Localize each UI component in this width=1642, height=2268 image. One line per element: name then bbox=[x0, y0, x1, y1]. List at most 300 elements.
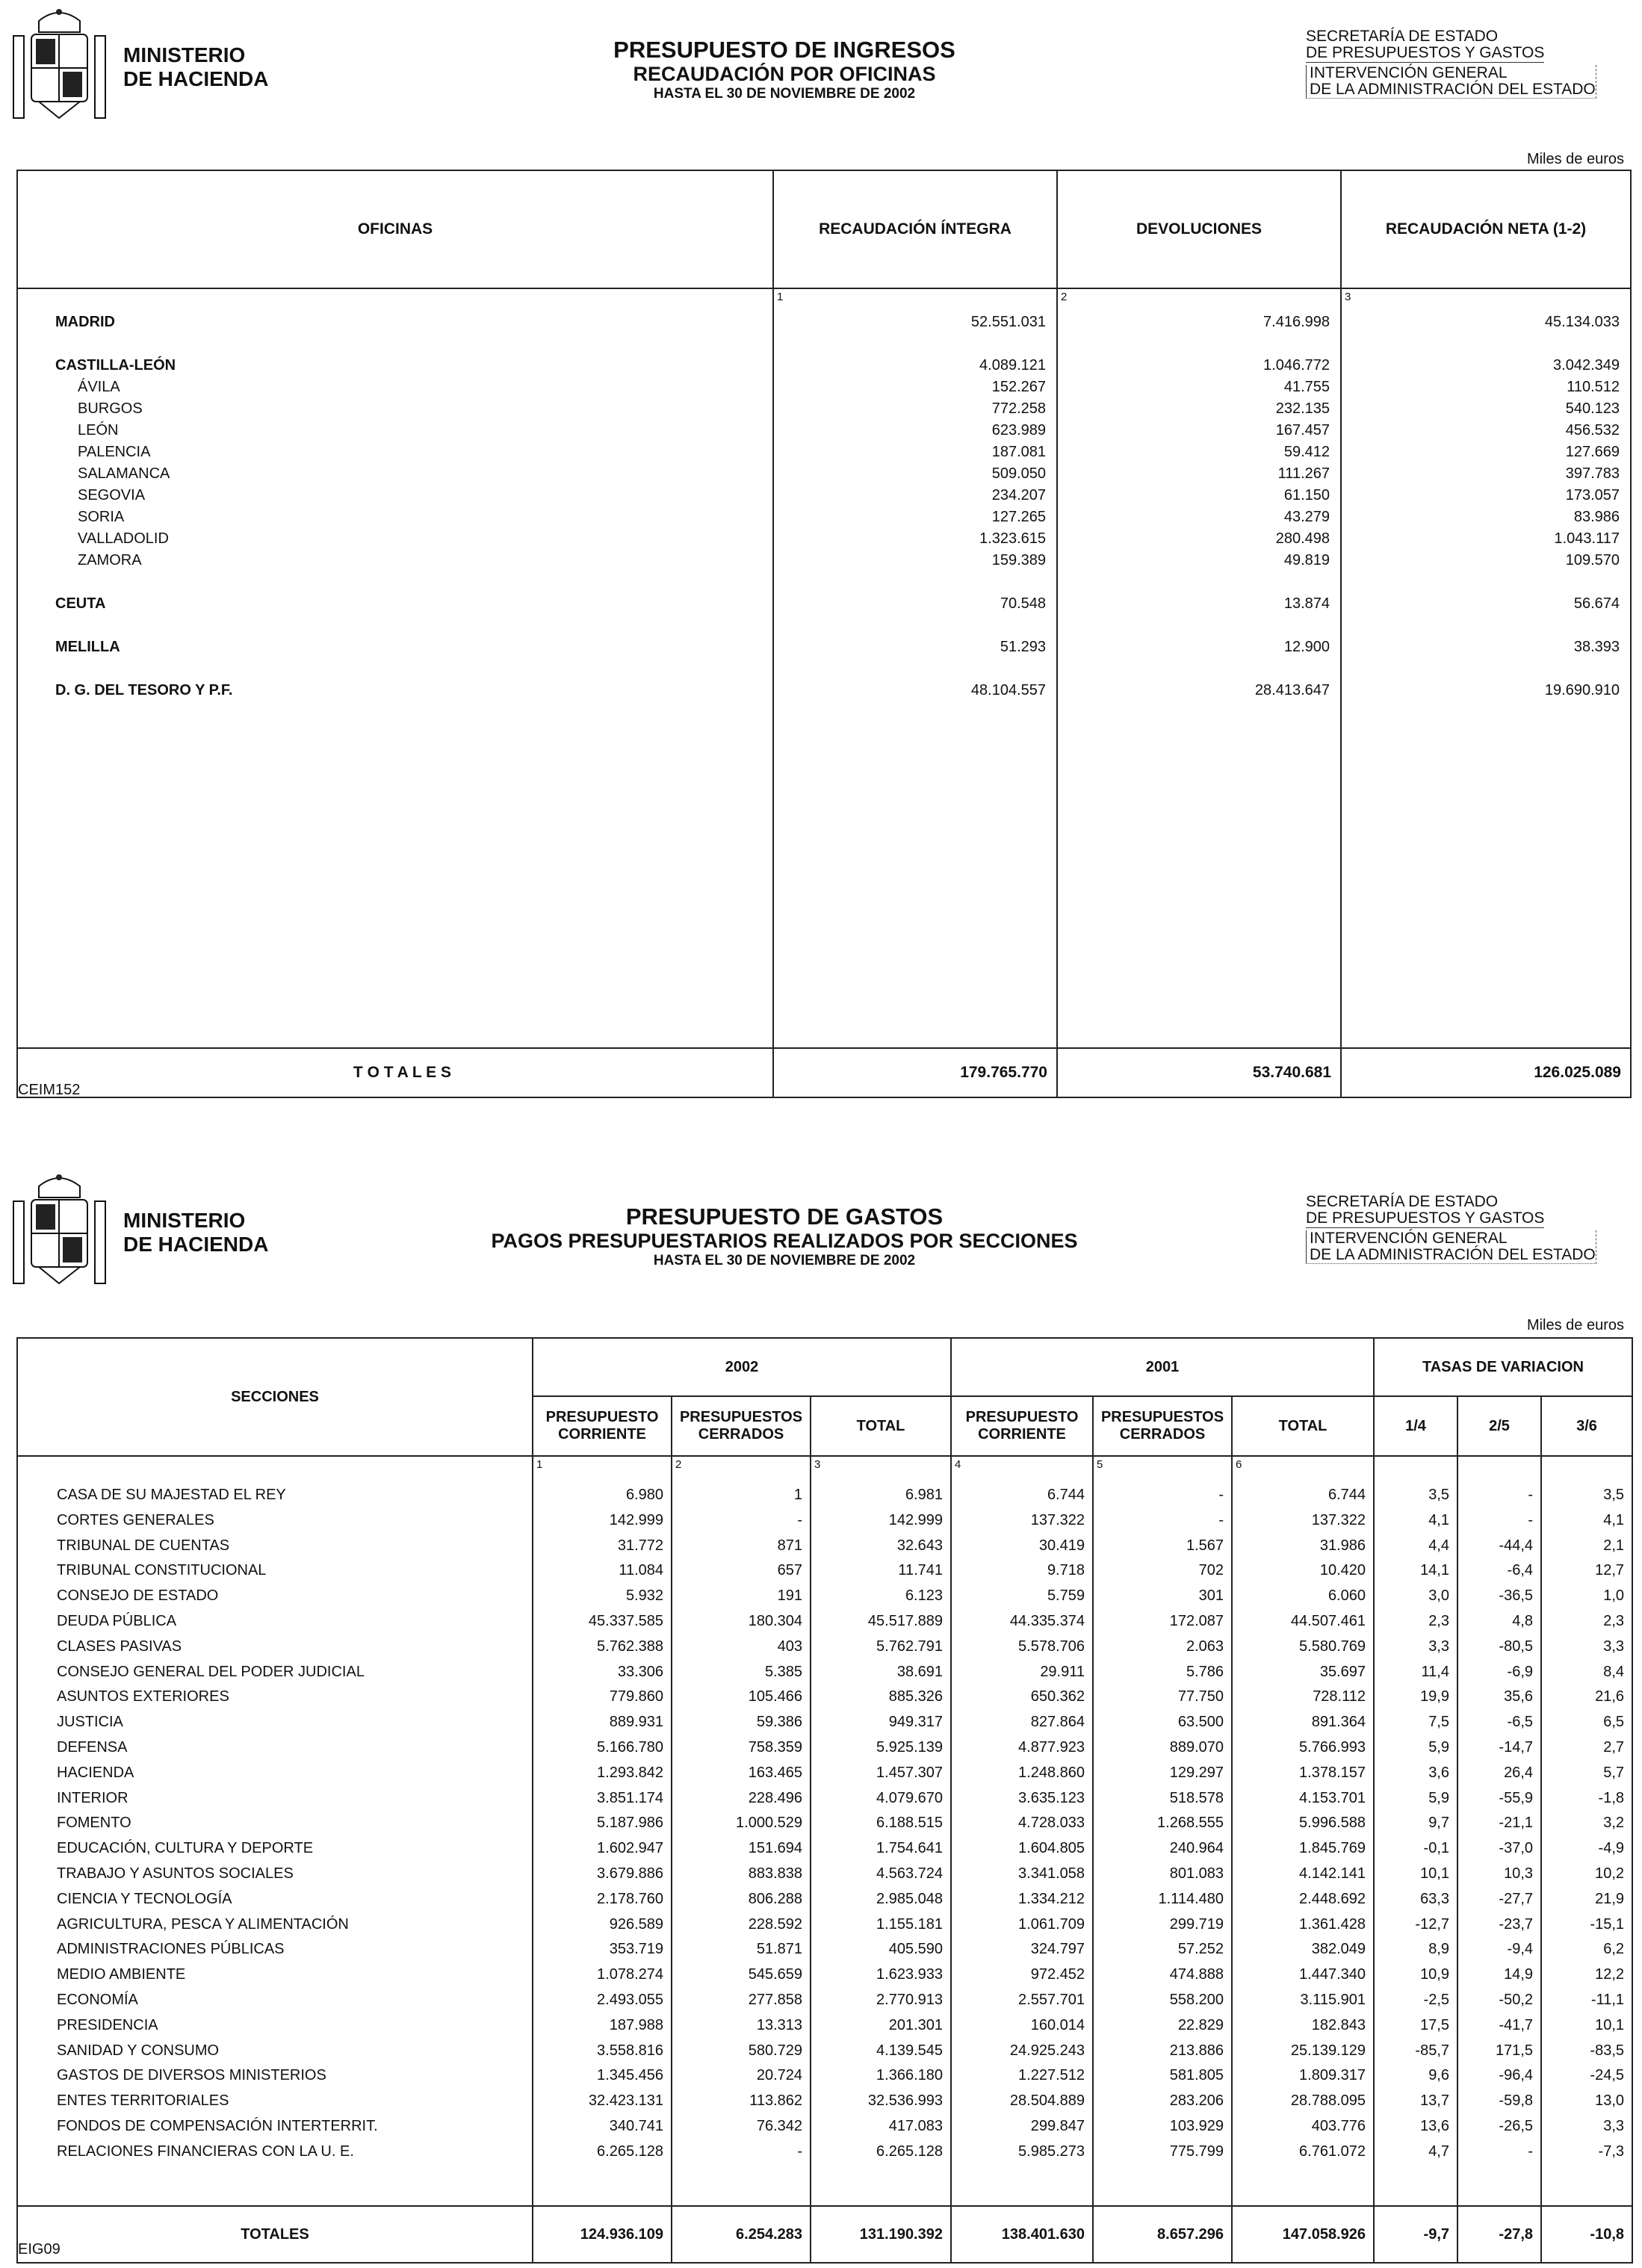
col-header-cerrados-2002: PRESUPUESTOS CERRADOS bbox=[672, 1396, 811, 1456]
seccion-value: 5.985.273 bbox=[1018, 2142, 1085, 2160]
seccion-value: 76.342 bbox=[756, 2117, 802, 2134]
units-label: Miles de euros bbox=[1526, 1317, 1624, 1333]
seccion-value: 1.457.307 bbox=[876, 1764, 943, 1781]
value-column bbox=[952, 1483, 1092, 2165]
seccion-value: -7,3 bbox=[1598, 2142, 1625, 2160]
col-header-cerrados-2001: PRESUPUESTOS CERRADOS bbox=[1093, 1396, 1232, 1456]
seccion-value: 4.877.923 bbox=[1018, 1738, 1085, 1756]
col-header-secciones: SECCIONES bbox=[17, 1338, 533, 1456]
seccion-value: 277.858 bbox=[748, 1991, 802, 2008]
oficina-value-neta: 19.690.910 bbox=[1544, 682, 1620, 698]
oficina-value-integra: 234.207 bbox=[991, 487, 1046, 504]
seccion-value: 1.078.274 bbox=[597, 1966, 663, 1983]
seccion-value: 151.694 bbox=[748, 1840, 802, 1857]
seccion-value: -27,7 bbox=[1499, 1890, 1533, 1907]
total-value: -27,8 bbox=[1457, 2206, 1541, 2263]
seccion-value: 11.084 bbox=[619, 1562, 663, 1579]
oficina-name: ÁVILA bbox=[78, 379, 120, 395]
seccion-value: -4,9 bbox=[1598, 1840, 1625, 1857]
seccion-value: 5.385 bbox=[764, 1663, 802, 1680]
column-number: 5 bbox=[1097, 1458, 1103, 1471]
totals-row bbox=[17, 2206, 1632, 2263]
seccion-value: -11,1 bbox=[1590, 1991, 1625, 2008]
seccion-value: 6,5 bbox=[1603, 1714, 1625, 1731]
seccion-value: 5.762.791 bbox=[876, 1638, 943, 1655]
oficina-name: D. G. DEL TESORO Y P.F. bbox=[55, 682, 233, 698]
seccion-name: HACIENDA bbox=[57, 1764, 134, 1781]
seccion-value: 63.500 bbox=[1177, 1714, 1224, 1731]
seccion-value: 12,7 bbox=[1595, 1562, 1625, 1579]
seccion-name: CONSEJO DE ESTADO bbox=[57, 1587, 219, 1605]
seccion-value: 580.729 bbox=[748, 2042, 802, 2059]
ingresos-page bbox=[0, 0, 1642, 1121]
seccion-value: -15,1 bbox=[1590, 1915, 1625, 1933]
seccion-value: 11.741 bbox=[898, 1562, 943, 1579]
seccion-value: 9.718 bbox=[1047, 1562, 1085, 1579]
seccion-name: TRABAJO Y ASUNTOS SOCIALES bbox=[57, 1865, 294, 1882]
seccion-value: 2.493.055 bbox=[597, 1991, 663, 2008]
seccion-value: 403 bbox=[777, 1638, 802, 1655]
seccion-name: DEUDA PÚBLICA bbox=[57, 1612, 177, 1629]
seccion-value: 1.754.641 bbox=[876, 1840, 943, 1857]
oficina-value-integra: 1.323.615 bbox=[979, 530, 1046, 547]
seccion-value: 103.929 bbox=[1169, 2117, 1224, 2134]
seccion-value: 17,5 bbox=[1420, 2016, 1449, 2033]
seccion-value: 26,4 bbox=[1504, 1764, 1533, 1781]
seccion-name: TRIBUNAL CONSTITUCIONAL bbox=[57, 1562, 267, 1579]
seccion-value: - bbox=[1218, 1487, 1224, 1503]
seccion-value: 1.567 bbox=[1186, 1537, 1224, 1554]
seccion-value: 5.166.780 bbox=[597, 1738, 663, 1756]
seccion-value: 6.060 bbox=[1327, 1587, 1366, 1605]
oficina-value-devol: 167.457 bbox=[1275, 422, 1330, 439]
seccion-value: 32.536.993 bbox=[867, 2092, 943, 2110]
seccion-value: 2,3 bbox=[1603, 1612, 1625, 1629]
seccion-name: CASA DE SU MAJESTAD EL REY bbox=[57, 1487, 286, 1503]
oficina-value-integra: 159.389 bbox=[991, 552, 1046, 568]
col-header-tasa-2-5: 2/5 bbox=[1457, 1396, 1541, 1456]
seccion-value: 1.345.456 bbox=[597, 2067, 663, 2084]
seccion-value: -23,7 bbox=[1499, 1915, 1533, 1933]
oficina-value-devol: 59.412 bbox=[1283, 444, 1330, 460]
seccion-value: 2.063 bbox=[1186, 1638, 1224, 1655]
value-column bbox=[533, 1483, 671, 2165]
seccion-value: 3,3 bbox=[1428, 1638, 1449, 1655]
seccion-value: - bbox=[1528, 1511, 1533, 1528]
seccion-value: 2.178.760 bbox=[597, 1890, 663, 1907]
oficina-value-neta: 397.783 bbox=[1565, 465, 1620, 482]
row-spacer bbox=[1058, 615, 1340, 636]
seccion-value: 889.070 bbox=[1169, 1738, 1224, 1756]
col-header-tasa-3-6: 3/6 bbox=[1541, 1396, 1632, 1456]
total-value: -9,7 bbox=[1374, 2206, 1457, 2263]
total-value: -10,8 bbox=[1541, 2206, 1632, 2263]
oficina-value-integra: 48.104.557 bbox=[970, 682, 1046, 698]
seccion-value: -37,0 bbox=[1499, 1840, 1533, 1857]
oficina-value-devol: 1.046.772 bbox=[1263, 357, 1330, 374]
seccion-value: 4.153.701 bbox=[1299, 1789, 1366, 1806]
seccion-value: 28.788.095 bbox=[1290, 2092, 1366, 2110]
oficina-value-integra: 70.548 bbox=[1000, 595, 1046, 612]
seccion-name: CORTES GENERALES bbox=[57, 1511, 214, 1528]
seccion-value: - bbox=[797, 1511, 802, 1528]
seccion-value: 9,7 bbox=[1428, 1815, 1449, 1832]
seccion-name: ECONOMÍA bbox=[57, 1991, 138, 2008]
oficina-name: MADRID bbox=[55, 314, 115, 330]
seccion-value: 2.985.048 bbox=[876, 1890, 943, 1907]
seccion-value: 28.504.889 bbox=[1009, 2092, 1085, 2110]
row-spacer bbox=[774, 615, 1056, 636]
oficina-value-integra: 623.989 bbox=[991, 422, 1046, 439]
oficina-value-integra: 52.551.031 bbox=[970, 314, 1046, 330]
seccion-value: 2,7 bbox=[1603, 1738, 1625, 1756]
oficina-value-neta: 38.393 bbox=[1573, 639, 1620, 655]
seccion-value: 1.845.769 bbox=[1299, 1840, 1366, 1857]
seccion-value: 4.079.670 bbox=[876, 1789, 943, 1806]
seccion-value: 1.604.805 bbox=[1018, 1840, 1085, 1857]
seccion-value: 758.359 bbox=[748, 1738, 802, 1756]
seccion-value: 213.886 bbox=[1169, 2042, 1224, 2059]
seccion-value: 10,1 bbox=[1420, 1865, 1449, 1882]
seccion-value: 6.123 bbox=[905, 1587, 943, 1605]
seccion-value: 9,6 bbox=[1428, 2067, 1449, 2084]
oficina-value-integra: 51.293 bbox=[1000, 639, 1046, 655]
seccion-value: 871 bbox=[777, 1537, 802, 1554]
total-value: 8.657.296 bbox=[1093, 2206, 1232, 2263]
seccion-value: 10,3 bbox=[1504, 1865, 1533, 1882]
seccion-value: 3,6 bbox=[1428, 1764, 1449, 1781]
seccion-value: 35,6 bbox=[1504, 1688, 1533, 1705]
seccion-value: 10.420 bbox=[1319, 1562, 1366, 1579]
seccion-value: 1.061.709 bbox=[1018, 1915, 1085, 1933]
seccion-value: 3.558.816 bbox=[597, 2042, 663, 2059]
oficina-value-devol: 280.498 bbox=[1275, 530, 1330, 547]
seccion-value: 6.265.128 bbox=[597, 2142, 663, 2160]
seccion-value: -44,4 bbox=[1499, 1537, 1533, 1554]
devoluciones-column bbox=[1058, 312, 1340, 701]
seccion-value: 5.766.993 bbox=[1299, 1738, 1366, 1756]
row-spacer bbox=[1342, 571, 1630, 593]
seccion-value: 4.728.033 bbox=[1018, 1815, 1085, 1832]
oficina-value-neta: 173.057 bbox=[1565, 487, 1620, 504]
seccion-value: -2,5 bbox=[1423, 1991, 1449, 2008]
ministry-name: MINISTERIO DE HACIENDA bbox=[123, 1209, 269, 1256]
report-code: CEIM152 bbox=[18, 1082, 81, 1098]
secretaria-block: SECRETARÍA DE ESTADO DE PRESUPUESTOS Y GASTOS INTERVENCIÓN GENERAL DE LA ADMINISTRACIÓN DEL ESTADO bbox=[1306, 1193, 1596, 1263]
column-number: 4 bbox=[955, 1458, 961, 1471]
seccion-value: 5.996.588 bbox=[1299, 1815, 1366, 1832]
seccion-value: 14,1 bbox=[1420, 1562, 1449, 1579]
seccion-name: CLASES PASIVAS bbox=[57, 1638, 182, 1655]
oficina-value-integra: 509.050 bbox=[991, 465, 1046, 482]
oficina-value-neta: 110.512 bbox=[1567, 379, 1620, 395]
seccion-value: 160.014 bbox=[1030, 2016, 1085, 2033]
seccion-value: 3,3 bbox=[1603, 1638, 1625, 1655]
seccion-value: 33.306 bbox=[617, 1663, 663, 1680]
col-header-total-2002: TOTAL bbox=[811, 1396, 951, 1456]
seccion-value: 142.999 bbox=[609, 1511, 663, 1528]
oficina-value-neta: 127.669 bbox=[1565, 444, 1620, 460]
seccion-value: 779.860 bbox=[609, 1688, 663, 1705]
seccion-name: INTERIOR bbox=[57, 1789, 128, 1806]
seccion-value: 949.317 bbox=[888, 1714, 943, 1731]
units-label: Miles de euros bbox=[1526, 151, 1624, 167]
seccion-value: 4,1 bbox=[1428, 1511, 1449, 1528]
col-header-neta: RECAUDACIÓN NETA (1-2) bbox=[1341, 170, 1631, 288]
seccion-value: 31.772 bbox=[617, 1537, 663, 1554]
seccion-value: 1.447.340 bbox=[1299, 1966, 1366, 1983]
seccion-value: 5,7 bbox=[1603, 1764, 1625, 1781]
report-title-sub: PAGOS PRESUPUESTARIOS REALIZADOS POR SECCIONES bbox=[491, 1230, 1078, 1252]
oficina-value-devol: 49.819 bbox=[1283, 552, 1330, 568]
seccion-value: -6,5 bbox=[1507, 1714, 1533, 1731]
seccion-value: 2.448.692 bbox=[1299, 1890, 1366, 1907]
seccion-value: 6.981 bbox=[905, 1487, 943, 1503]
seccion-value: 59.386 bbox=[756, 1714, 802, 1731]
seccion-value: 6.188.515 bbox=[876, 1815, 943, 1832]
seccion-value: 702 bbox=[1198, 1562, 1224, 1579]
seccion-value: 650.362 bbox=[1030, 1688, 1085, 1705]
oficina-name: SALAMANCA bbox=[78, 465, 170, 482]
oficina-name: MELILLA bbox=[55, 639, 120, 655]
seccion-value: 581.805 bbox=[1169, 2067, 1224, 2084]
col-header-corriente-2001: PRESUPUESTO CORRIENTE bbox=[951, 1396, 1093, 1456]
seccion-value: 324.797 bbox=[1030, 1941, 1085, 1958]
totals-row bbox=[17, 1048, 1631, 1097]
seccion-name: FOMENTO bbox=[57, 1815, 131, 1832]
secretaria-block: SECRETARÍA DE ESTADO DE PRESUPUESTOS Y GASTOS INTERVENCIÓN GENERAL DE LA ADMINISTRACIÓN DEL ESTADO bbox=[1306, 28, 1596, 98]
seccion-value: 8,4 bbox=[1603, 1663, 1625, 1680]
seccion-value: -0,1 bbox=[1423, 1840, 1449, 1857]
seccion-name: CONSEJO GENERAL DEL PODER JUDICIAL bbox=[57, 1663, 365, 1680]
report-title-sub: RECAUDACIÓN POR OFICINAS bbox=[633, 63, 936, 85]
seccion-value: 891.364 bbox=[1311, 1714, 1366, 1731]
seccion-value: 1.602.947 bbox=[597, 1840, 663, 1857]
report-date: HASTA EL 30 DE NOVIEMBRE DE 2002 bbox=[653, 86, 916, 102]
seccion-value: -96,4 bbox=[1499, 2067, 1533, 2084]
row-spacer bbox=[774, 333, 1056, 355]
seccion-value: - bbox=[1218, 1511, 1224, 1528]
column-number: 3 bbox=[814, 1458, 821, 1471]
col-header-2001: 2001 bbox=[951, 1338, 1374, 1396]
col-header-tasa-1-4: 1/4 bbox=[1374, 1396, 1457, 1456]
seccion-value: -12,7 bbox=[1415, 1915, 1449, 1933]
value-column bbox=[811, 1483, 950, 2165]
total-neta: 126.025.089 bbox=[1341, 1048, 1631, 1097]
seccion-name: ASUNTOS EXTERIORES bbox=[57, 1688, 229, 1705]
seccion-value: 137.322 bbox=[1030, 1511, 1085, 1528]
seccion-value: 2,1 bbox=[1603, 1537, 1625, 1554]
seccion-name: JUSTICIA bbox=[57, 1714, 123, 1731]
seccion-value: - bbox=[1528, 1487, 1533, 1503]
oficina-value-devol: 43.279 bbox=[1283, 509, 1330, 525]
row-spacer bbox=[1058, 333, 1340, 355]
seccion-value: 44.507.461 bbox=[1290, 1612, 1366, 1629]
integra-column bbox=[774, 312, 1056, 701]
seccion-value: -41,7 bbox=[1499, 2016, 1533, 2033]
seccion-value: 889.931 bbox=[609, 1714, 663, 1731]
seccion-value: 32.423.131 bbox=[588, 2092, 663, 2110]
report-title-main: PRESUPUESTO DE GASTOS bbox=[625, 1203, 944, 1230]
seccion-value: 417.083 bbox=[888, 2117, 943, 2134]
seccion-value: 3,0 bbox=[1428, 1587, 1449, 1605]
seccion-value: 4.139.545 bbox=[876, 2042, 943, 2059]
col-header-tasas: TASAS DE VARIACION bbox=[1374, 1338, 1632, 1396]
seccion-name: ENTES TERRITORIALES bbox=[57, 2092, 229, 2110]
seccion-value: 657 bbox=[777, 1562, 802, 1579]
oficina-value-neta: 109.570 bbox=[1565, 552, 1620, 568]
seccion-value: 827.864 bbox=[1030, 1714, 1085, 1731]
row-spacer bbox=[1058, 571, 1340, 593]
seccion-value: 44.335.374 bbox=[1009, 1612, 1085, 1629]
seccion-name: SANIDAD Y CONSUMO bbox=[57, 2042, 220, 2059]
seccion-value: 30.419 bbox=[1038, 1537, 1085, 1554]
seccion-value: 1.809.317 bbox=[1299, 2067, 1366, 2084]
col-header-devoluciones: DEVOLUCIONES bbox=[1057, 170, 1341, 288]
seccion-value: 801.083 bbox=[1169, 1865, 1224, 1882]
value-column bbox=[1458, 1483, 1540, 2165]
total-devoluciones: 53.740.681 bbox=[1057, 1048, 1341, 1097]
seccion-value: 299.847 bbox=[1030, 2117, 1085, 2134]
oficina-name: BURGOS bbox=[78, 400, 143, 417]
seccion-name: CIENCIA Y TECNOLOGÍA bbox=[57, 1890, 232, 1907]
row-spacer bbox=[1058, 658, 1340, 680]
seccion-value: 806.288 bbox=[748, 1890, 802, 1907]
seccion-value: 1.378.157 bbox=[1299, 1764, 1366, 1781]
seccion-value: 3,3 bbox=[1603, 2117, 1625, 2134]
oficina-value-neta: 56.674 bbox=[1573, 595, 1620, 612]
seccion-value: 25.139.129 bbox=[1290, 2042, 1366, 2059]
gastos-page bbox=[0, 1165, 1642, 2268]
seccion-value: 4.142.141 bbox=[1299, 1865, 1366, 1882]
seccion-value: 182.843 bbox=[1311, 2016, 1366, 2033]
row-spacer bbox=[774, 658, 1056, 680]
seccion-name: AGRICULTURA, PESCA Y ALIMENTACIÓN bbox=[57, 1915, 349, 1933]
ingresos-table: OFICINAS RECAUDACIÓN ÍNTEGRA DEVOLUCIONES RECAUDACIÓN NETA (1-2) MADRID CASTILLA-LEÓN ÁVILA BURGOS LEÓN PALENCIA SALAMANCA SEGOVIA SORIA VALLADOLID ZAMORA CEUTA MELILLA D. G. DEL TESORO Y P.F. 1 52.551.031 4.089.121 152.267 772.258 623.989 187.081 509.050 234.207 127.265 1.323.615 159.389 70.548 51.293 48.104.557 2 7.416.998 1.046.772 41.755 232.135 167.457 59.412 111.267 61.150 43.279 280.498 49.819 13.874 12.900 28.413.647 3 45.134.033 3.042.349 110.512 540.123 456.532 127.669 397.783 173.057 83.986 1.043.117 109.570 56.674 38.393 19.690.910 T O T A L E S 179.765.770 53.740.681 126.025.089 bbox=[16, 170, 1632, 1098]
seccion-value: 883.838 bbox=[748, 1865, 802, 1882]
report-code: EIG09 bbox=[18, 2241, 61, 2258]
seccion-value: -6,9 bbox=[1507, 1663, 1533, 1680]
seccion-value: 1.361.428 bbox=[1299, 1915, 1366, 1933]
gastos-table bbox=[16, 1337, 1633, 2264]
seccion-value: 4,4 bbox=[1428, 1537, 1449, 1554]
seccion-value: 24.925.243 bbox=[1009, 2042, 1085, 2059]
oficina-value-devol: 232.135 bbox=[1275, 400, 1330, 417]
total-value: 124.936.109 bbox=[533, 2206, 672, 2263]
seccion-value: 14,9 bbox=[1504, 1966, 1533, 1983]
seccion-value: 5.578.706 bbox=[1018, 1638, 1085, 1655]
oficina-value-devol: 28.413.647 bbox=[1254, 682, 1330, 698]
seccion-value: 5,9 bbox=[1428, 1789, 1449, 1806]
value-column bbox=[1094, 1483, 1231, 2165]
seccion-value: 201.301 bbox=[888, 2016, 943, 2033]
seccion-value: 5.932 bbox=[625, 1587, 663, 1605]
totals-label: T O T A L E S bbox=[17, 1048, 773, 1097]
column-number: 2 bbox=[675, 1458, 682, 1471]
seccion-value: 32.643 bbox=[896, 1537, 943, 1554]
seccion-value: -6,4 bbox=[1507, 1562, 1533, 1579]
ministry-name: MINISTERIO DE HACIENDA bbox=[123, 43, 269, 90]
col-header-total-2001: TOTAL bbox=[1232, 1396, 1374, 1456]
seccion-value: -24,5 bbox=[1590, 2067, 1625, 2084]
seccion-value: 340.741 bbox=[609, 2117, 663, 2134]
seccion-value: -55,9 bbox=[1499, 1789, 1533, 1806]
report-title bbox=[448, 1204, 1121, 1270]
seccion-value: 4,8 bbox=[1512, 1612, 1533, 1629]
totals-label: TOTALES bbox=[17, 2206, 533, 2263]
seccion-value: - bbox=[1528, 2142, 1533, 2160]
seccion-value: 172.087 bbox=[1169, 1612, 1224, 1629]
seccion-value: 21,6 bbox=[1595, 1688, 1625, 1705]
seccion-value: 137.322 bbox=[1311, 1511, 1366, 1528]
oficina-value-neta: 540.123 bbox=[1565, 400, 1620, 417]
seccion-value: 5.759 bbox=[1047, 1587, 1085, 1605]
neta-column bbox=[1342, 312, 1630, 701]
seccion-value: 142.999 bbox=[888, 1511, 943, 1528]
seccion-value: -9,4 bbox=[1507, 1941, 1533, 1958]
oficina-value-devol: 12.900 bbox=[1283, 639, 1330, 655]
row-spacer bbox=[1342, 333, 1630, 355]
seccion-value: 2.557.701 bbox=[1018, 1991, 1085, 2008]
oficina-value-neta: 83.986 bbox=[1573, 509, 1620, 525]
seccion-value: 19,9 bbox=[1420, 1688, 1449, 1705]
coat-of-arms-icon bbox=[9, 6, 110, 126]
seccion-value: 926.589 bbox=[609, 1915, 663, 1933]
total-integra: 179.765.770 bbox=[773, 1048, 1057, 1097]
column-number: 6 bbox=[1236, 1458, 1242, 1471]
seccion-value: 4.563.724 bbox=[876, 1865, 943, 1882]
seccion-value: 180.304 bbox=[748, 1612, 802, 1629]
total-value: 131.190.392 bbox=[811, 2206, 951, 2263]
seccion-value: 113.862 bbox=[749, 2092, 802, 2110]
seccion-name: GASTOS DE DIVERSOS MINISTERIOS bbox=[57, 2067, 326, 2084]
seccion-value: 171,5 bbox=[1495, 2042, 1533, 2059]
oficina-name: LEÓN bbox=[78, 422, 119, 439]
coat-of-arms-icon bbox=[9, 1171, 110, 1291]
seccion-value: 5.580.769 bbox=[1299, 1638, 1366, 1655]
seccion-value: 3.635.123 bbox=[1018, 1789, 1085, 1806]
col-header-2002: 2002 bbox=[533, 1338, 951, 1396]
seccion-value: 5.187.986 bbox=[597, 1815, 663, 1832]
seccion-value: -80,5 bbox=[1499, 1638, 1533, 1655]
oficina-value-neta: 45.134.033 bbox=[1544, 314, 1620, 330]
oficina-value-neta: 3.042.349 bbox=[1553, 357, 1620, 374]
seccion-name: DEFENSA bbox=[57, 1738, 128, 1756]
oficina-name: CASTILLA-LEÓN bbox=[55, 357, 176, 374]
secciones-column bbox=[18, 1483, 532, 2165]
report-title bbox=[448, 37, 1121, 103]
oficina-name: PALENCIA bbox=[78, 444, 151, 460]
seccion-value: 1 bbox=[793, 1487, 802, 1503]
oficina-value-integra: 772.258 bbox=[991, 400, 1046, 417]
seccion-value: 13,7 bbox=[1420, 2092, 1449, 2110]
row-spacer bbox=[1342, 658, 1630, 680]
row-spacer bbox=[18, 615, 772, 636]
seccion-value: 13,6 bbox=[1420, 2117, 1449, 2134]
seccion-value: 1.293.842 bbox=[597, 1764, 663, 1781]
seccion-value: 6,2 bbox=[1603, 1941, 1625, 1958]
seccion-value: 105.466 bbox=[748, 1688, 802, 1705]
seccion-value: 6.265.128 bbox=[876, 2142, 943, 2160]
col-header-integra: RECAUDACIÓN ÍNTEGRA bbox=[773, 170, 1057, 288]
seccion-value: 1.268.555 bbox=[1157, 1815, 1224, 1832]
seccion-value: 240.964 bbox=[1169, 1840, 1224, 1857]
seccion-name: ADMINISTRACIONES PÚBLICAS bbox=[57, 1941, 285, 1958]
row-spacer bbox=[1342, 615, 1630, 636]
oficina-value-integra: 187.081 bbox=[991, 444, 1046, 460]
seccion-value: 353.719 bbox=[609, 1941, 663, 1958]
seccion-value: 3.679.886 bbox=[597, 1865, 663, 1882]
